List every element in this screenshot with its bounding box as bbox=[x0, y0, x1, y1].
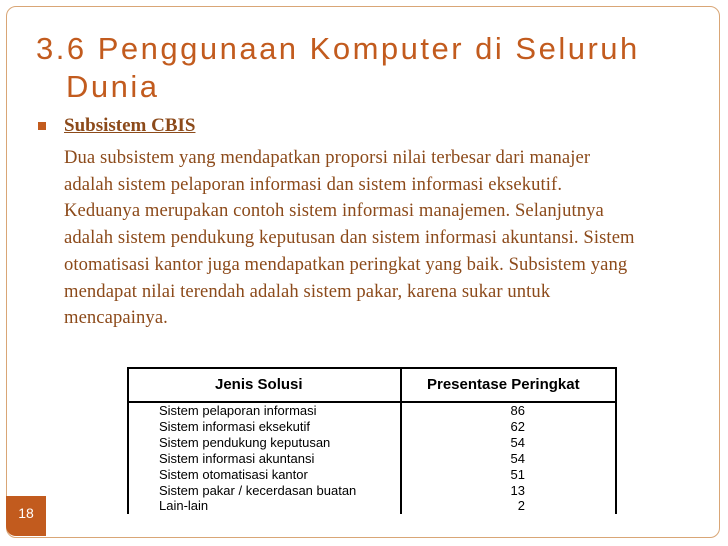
table-row-name: Sistem pendukung keputusan bbox=[159, 435, 331, 450]
subheading: Subsistem CBIS bbox=[64, 115, 196, 136]
page-number: 18 bbox=[18, 505, 34, 521]
body-line: mencapainya. bbox=[64, 307, 168, 329]
table-column-divider bbox=[400, 367, 402, 514]
table-row-value: 13 bbox=[510, 483, 525, 498]
table-row-name: Sistem pakar / kecerdasan buatan bbox=[159, 483, 357, 498]
table-row-value: 2 bbox=[517, 498, 525, 513]
table-row-value: 62 bbox=[510, 419, 525, 434]
table-row-name: Sistem pelaporan informasi bbox=[159, 403, 317, 418]
table-right-border bbox=[615, 367, 617, 514]
column-header-jenis-solusi: Jenis Solusi bbox=[215, 376, 303, 393]
title-line-1: 3.6 Penggunaan Komputer di Seluruh bbox=[36, 31, 640, 66]
table-left-border bbox=[127, 367, 129, 514]
body-line: adalah sistem pendukung keputusan dan sistem informasi akuntansi. Sistem bbox=[64, 227, 635, 249]
page-number-badge bbox=[6, 496, 46, 536]
body-line: Keduanya merupakan contoh sistem informasi manajemen. Selanjutnya bbox=[64, 200, 604, 222]
title-line-2: Dunia bbox=[66, 69, 160, 104]
body-paragraph bbox=[64, 145, 704, 332]
column-header-presentase: Presentase Peringkat bbox=[427, 376, 580, 393]
table-row-value: 86 bbox=[510, 403, 525, 418]
square-bullet-icon bbox=[38, 122, 46, 130]
table-top-border bbox=[127, 367, 617, 369]
body-line: adalah sistem pelaporan informasi dan sistem informasi eksekutif. bbox=[64, 173, 563, 195]
body-line: mendapat nilai terendah adalah sistem pakar, karena sukar untuk bbox=[64, 280, 551, 302]
slide-title bbox=[36, 30, 696, 106]
table-row-value: 51 bbox=[510, 467, 525, 482]
table-row-name: Lain-lain bbox=[159, 498, 209, 513]
body-line: Dua subsistem yang mendapatkan proporsi nilai terbesar dari manajer bbox=[64, 147, 591, 168]
table-row-name: Sistem informasi akuntansi bbox=[159, 451, 315, 466]
table-row-value: 54 bbox=[510, 435, 525, 450]
ranking-table bbox=[127, 367, 617, 514]
body-line: otomatisasi kantor juga mendapatkan peringkat yang baik. Subsistem yang bbox=[64, 253, 628, 275]
table-row-value: 54 bbox=[510, 451, 525, 466]
table-row-name: Sistem informasi eksekutif bbox=[159, 419, 310, 434]
table-row-name: Sistem otomatisasi kantor bbox=[159, 467, 308, 482]
